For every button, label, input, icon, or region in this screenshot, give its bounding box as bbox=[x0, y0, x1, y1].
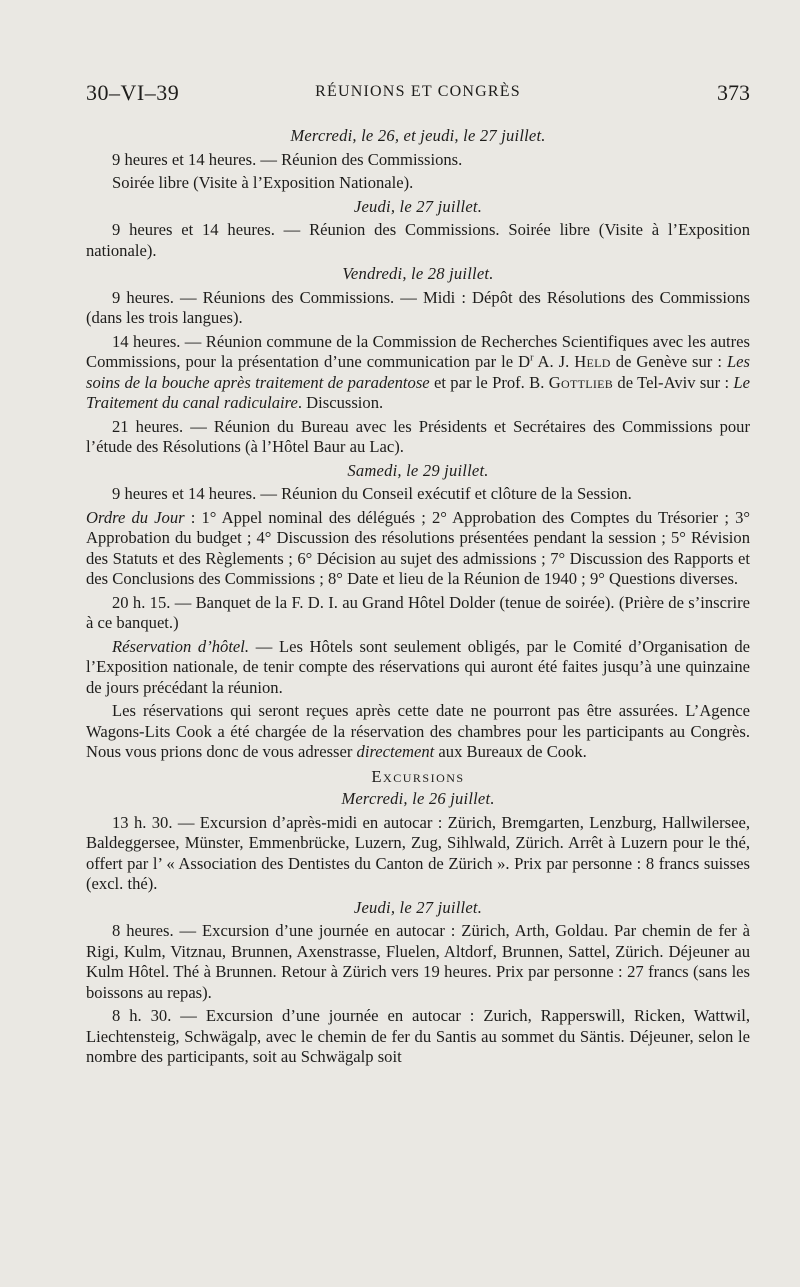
day-heading: Jeudi, le 27 juillet. bbox=[353, 196, 483, 216]
paragraph: 8 h. 30. — Excursion d’une journée en autocar : Zurich, Rapperswill, Ricken, Wattwil, Liechtensteig, Schwägalp, avec le chemin de fer du Santis au sommet du Säntis. Déjeuner, selon le nombre des participants, soit au Schwägalp soit bbox=[86, 1006, 750, 1066]
paragraph bbox=[86, 332, 750, 414]
paragraph: Soirée libre (Visite à l’Exposition Nationale). bbox=[112, 173, 414, 192]
text-run: aux Bureaux de Cook. bbox=[434, 742, 587, 761]
author-name: Gottlieb bbox=[548, 372, 614, 392]
day-heading: Mercredi, le 26, et jeudi, le 27 juillet. bbox=[290, 126, 546, 145]
paragraph: 9 heures. — Réunions des Commissions. — Midi : Dépôt des Résolutions des Commissions (dans les trois langues). bbox=[86, 287, 750, 327]
page-header bbox=[86, 80, 750, 110]
text-run: et par le Prof. B. bbox=[429, 372, 549, 392]
lecture-title: Les soins de la bouche après traitement de paradentose bbox=[86, 352, 750, 392]
lecture-title: Le Traitement du canal radiculaire bbox=[86, 372, 750, 412]
day-heading: Vendredi, le 28 juillet. bbox=[342, 264, 494, 283]
issue-date: 30–VI–39 bbox=[86, 80, 180, 105]
text-run: : 1° Appel nominal des délégués ; 2° Approbation des Comptes du Trésorier ; 3° Approbation du budget ; 4° Discussion des résolutions présentées pendant la session ; 5° Révision des Statuts et des Règlements ; 6° Décision au sujet des admissions ; 7° Discussion des Rapports et des Conclusions des Commissions ; 8° Date et lieu de la Réunion de 1940 ; 9° Questions diverses. bbox=[86, 507, 750, 588]
agenda-label: Ordre du Jour bbox=[86, 507, 185, 527]
paragraph: 13 h. 30. — Excursion d’après-midi en autocar : Zürich, Bremgarten, Lenzburg, Hallwilersee, Baldeggersee, Münster, Emmenbrücke, Luzern, Zug, Sihlwald, Zürich. Arrêt à Luzern pour le thé, offert par l’ « Association des Dentistes du Canton de Zürich ». Prix par personne : 8 francs suisses (excl. thé). bbox=[86, 812, 750, 893]
day-heading: Jeudi, le 27 juillet. bbox=[353, 897, 483, 917]
paragraph bbox=[86, 701, 750, 763]
text-run: 14 heures. — Réunion commune de la Commission de Recherches Scientifiques avec les autres Commissions, pour la présentation d’une communication par le D bbox=[86, 331, 750, 371]
paragraph: 20 h. 15. — Banquet de la F. D. I. au Grand Hôtel Dolder (tenue de soirée). (Prière de s’inscrire à ce banquet.) bbox=[86, 592, 750, 632]
paragraph: 9 heures et 14 heures. — Réunion des Commissions. Soirée libre (Visite à l’Exposition nationale). bbox=[86, 220, 750, 260]
day-heading: Samedi, le 29 juillet. bbox=[347, 460, 489, 480]
day-heading: Mercredi, le 26 juillet. bbox=[341, 789, 495, 808]
author-name: Held bbox=[574, 352, 611, 371]
superscript: r bbox=[530, 352, 534, 364]
paragraph: 9 heures et 14 heures. — Réunion du Conseil exécutif et clôture de la Session. bbox=[112, 484, 632, 503]
section-heading: Excursions bbox=[371, 766, 465, 786]
text-run: de Genève sur : bbox=[610, 352, 727, 371]
section-label: Réservation d’hôtel. bbox=[112, 636, 250, 656]
page-number: 373 bbox=[717, 80, 750, 105]
paragraph: 8 heures. — Excursion d’une journée en autocar : Zürich, Arth, Goldau. Par chemin de fer à Rigi, Kulm, Vitznau, Brunnen, Axenstrasse, Fluelen, Altdorf, Brunnen, Sattel, Zürich. Déjeuner au Kulm Hôtel. Thé à Brunnen. Retour à Zürich vers 19 heures. Prix par personne : 27 francs (sans les boissons au repas). bbox=[86, 921, 750, 1002]
paragraph: 9 heures et 14 heures. — Réunion des Commissions. bbox=[112, 149, 463, 169]
text-run: de Tel-Aviv sur : bbox=[613, 372, 734, 392]
text-run: — Les Hôtels sont seulement obligés, par le Comité d’Organisation de l’Exposition nationale, de tenir compte des réservations qui auront été faites jusqu’à une quinzaine de jours précédant la réunion. bbox=[86, 636, 750, 697]
running-title: RÉUNIONS ET CONGRÈS bbox=[315, 83, 521, 100]
paragraph bbox=[86, 637, 750, 699]
text-run: . Discussion. bbox=[297, 393, 384, 412]
page-body bbox=[86, 124, 750, 1071]
text-run: Les réservations qui seront reçues après cette date ne pourront pas être assurées. L’Agence Wagons-Lits Cook a été chargée de la réservation des chambres pour les participants au Congrès. Nous vous prions donc de vous adresser bbox=[86, 701, 750, 761]
paragraph bbox=[86, 508, 750, 590]
text-run: A. J. bbox=[533, 352, 575, 371]
paragraph: 21 heures. — Réunion du Bureau avec les Présidents et Secrétaires des Commissions pour l’étude des Résolutions (à l’Hôtel Baur au Lac). bbox=[86, 416, 750, 456]
emphasis: directement bbox=[356, 742, 435, 761]
